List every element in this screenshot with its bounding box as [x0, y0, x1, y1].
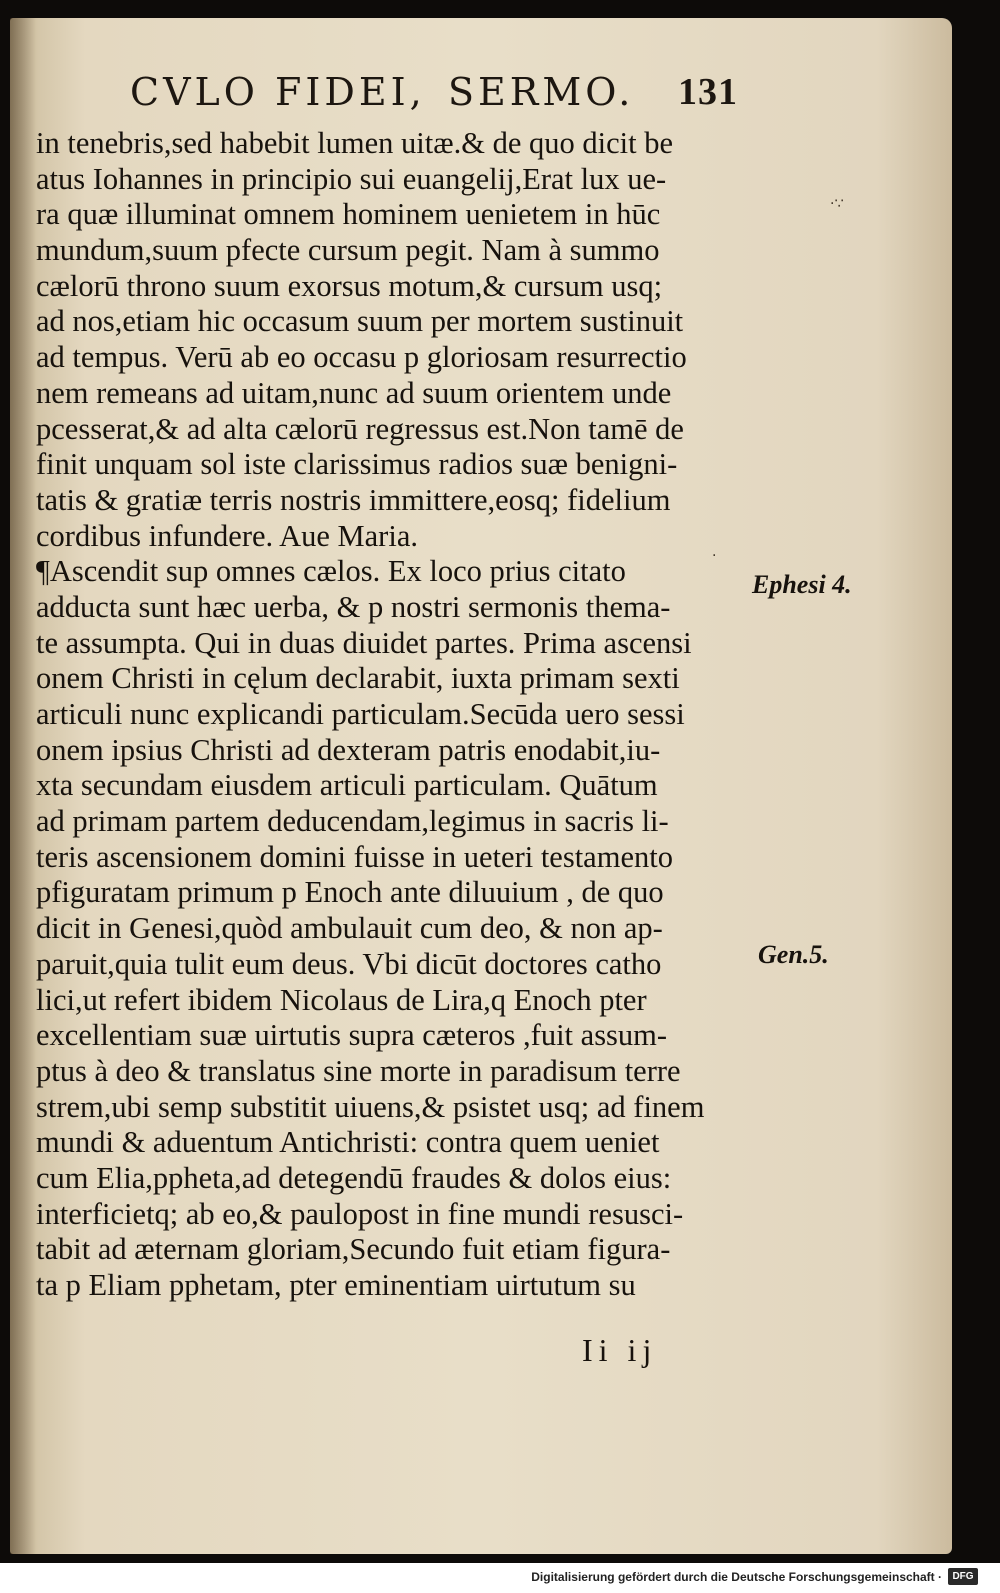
text-line: nem remeans ad uitam,nunc ad suum orientem unde — [36, 375, 672, 410]
text-line: ptus à deo & translatus sine morte in paradisum terre — [36, 1053, 681, 1088]
footer-credit: Digitalisierung gefördert durch die Deutsche Forschungsgemeinschaft · — [531, 1570, 942, 1584]
gutter-shadow — [10, 18, 36, 1554]
text-line: adducta sunt hæc uerba, & p nostri sermonis thema- — [36, 589, 671, 624]
text-line: ad nos,etiam hic occasum suum per mortem sustinuit — [36, 304, 684, 339]
text-line: in tenebris,sed habebit lumen uitæ.& de quo dicit be — [36, 126, 673, 160]
text-line: finit unquam sol iste clarissimus radios suæ benigni- — [36, 447, 678, 482]
text-line: xta secundam eiusdem articuli particulam. Quātum — [36, 768, 658, 803]
text-line: onem Christi in cęlum declarabit, iuxta primam sexti — [36, 661, 680, 696]
text-line: te assumpta. Qui in duas diuidet partes. Prima ascensi — [36, 625, 692, 660]
text-line: teris ascensionem domini fuisse in ueteri testamento — [36, 839, 673, 874]
text-line: atus Iohannes in principio sui euangelij,Erat lux ue- — [36, 161, 667, 196]
body-text — [36, 126, 756, 1304]
text-line: mundi & aduentum Antichristi: contra quem ueniet — [36, 1125, 660, 1160]
text-line: interficietq; ab eo,& paulopost in fine mundi resusci- — [36, 1196, 684, 1231]
text-line: ad primam partem deducendam,legimus in sacris li- — [36, 804, 669, 839]
text-line: cordibus infundere. Aue Maria. — [36, 518, 418, 553]
text-line: ad tempus. Verū ab eo occasu p gloriosam resurrectio — [36, 340, 687, 375]
text-line: articuli nunc explicandi particulam.Secūda uero sessi — [36, 697, 685, 731]
running-head-right: SERMO. — [448, 70, 635, 114]
text-line: pcesserat,& ad alta cælorū regressus est.Non tamē de — [36, 411, 684, 446]
running-head — [130, 70, 750, 130]
text-line: cum Elia,ppheta,ad detegendū fraudes & dolos eius: — [36, 1160, 672, 1195]
footer-bar — [0, 1563, 1000, 1593]
marginal-note-ephesians: Ephesi 4. — [752, 570, 852, 599]
text-line: cælorū throno suum exorsus motum,& cursum usq; — [36, 268, 663, 303]
text-line: ra quæ illuminat omnem hominem uenietem in hūc — [36, 197, 661, 232]
running-head-left: CVLO FIDEI, — [130, 70, 426, 114]
text-line: paruit,quia tulit eum deus. Vbi dicūt doctores catho — [36, 946, 662, 981]
marginal-note-genesis: Gen.5. — [758, 940, 829, 969]
text-line: dicit in Genesi,quòd ambulauit cum deo, & non ap- — [36, 911, 663, 946]
dfg-logo: DFG — [948, 1568, 978, 1585]
text-line: strem,ubi semp substitit uiuens,& psistet usq; ad finem — [36, 1089, 705, 1124]
folio-number: 131 — [678, 71, 738, 113]
text-line: tabit ad æternam gloriam,Secundo fuit etiam figura- — [36, 1232, 671, 1267]
text-line: tatis & gratiæ terris nostris immittere,eosq; fidelium — [36, 482, 671, 517]
text-line: pfiguratam primum p Enoch ante diluuium , de quo — [36, 875, 664, 910]
text-line: excellentiam suæ uirtutis supra cæteros ,fuit assum- — [36, 1018, 668, 1053]
signature-mark: Ii ij — [582, 1332, 658, 1368]
text-line: ta p Eliam pphetam, pter eminentiam uirtutum su — [36, 1268, 636, 1302]
text-line: onem ipsius Christi ad dexteram patris enodabit,iu- — [36, 732, 661, 767]
text-line: lici,ut refert ibidem Nicolaus de Lira,q Enoch pter — [36, 982, 647, 1017]
text-line: mundum,suum pfecte cursum pegit. Nam à summo — [36, 233, 660, 268]
text-line: ¶Ascendit sup omnes cælos. Ex loco prius citato — [36, 554, 626, 589]
ink-speck: ·∵ — [830, 196, 844, 212]
ink-speck: · — [712, 548, 717, 564]
